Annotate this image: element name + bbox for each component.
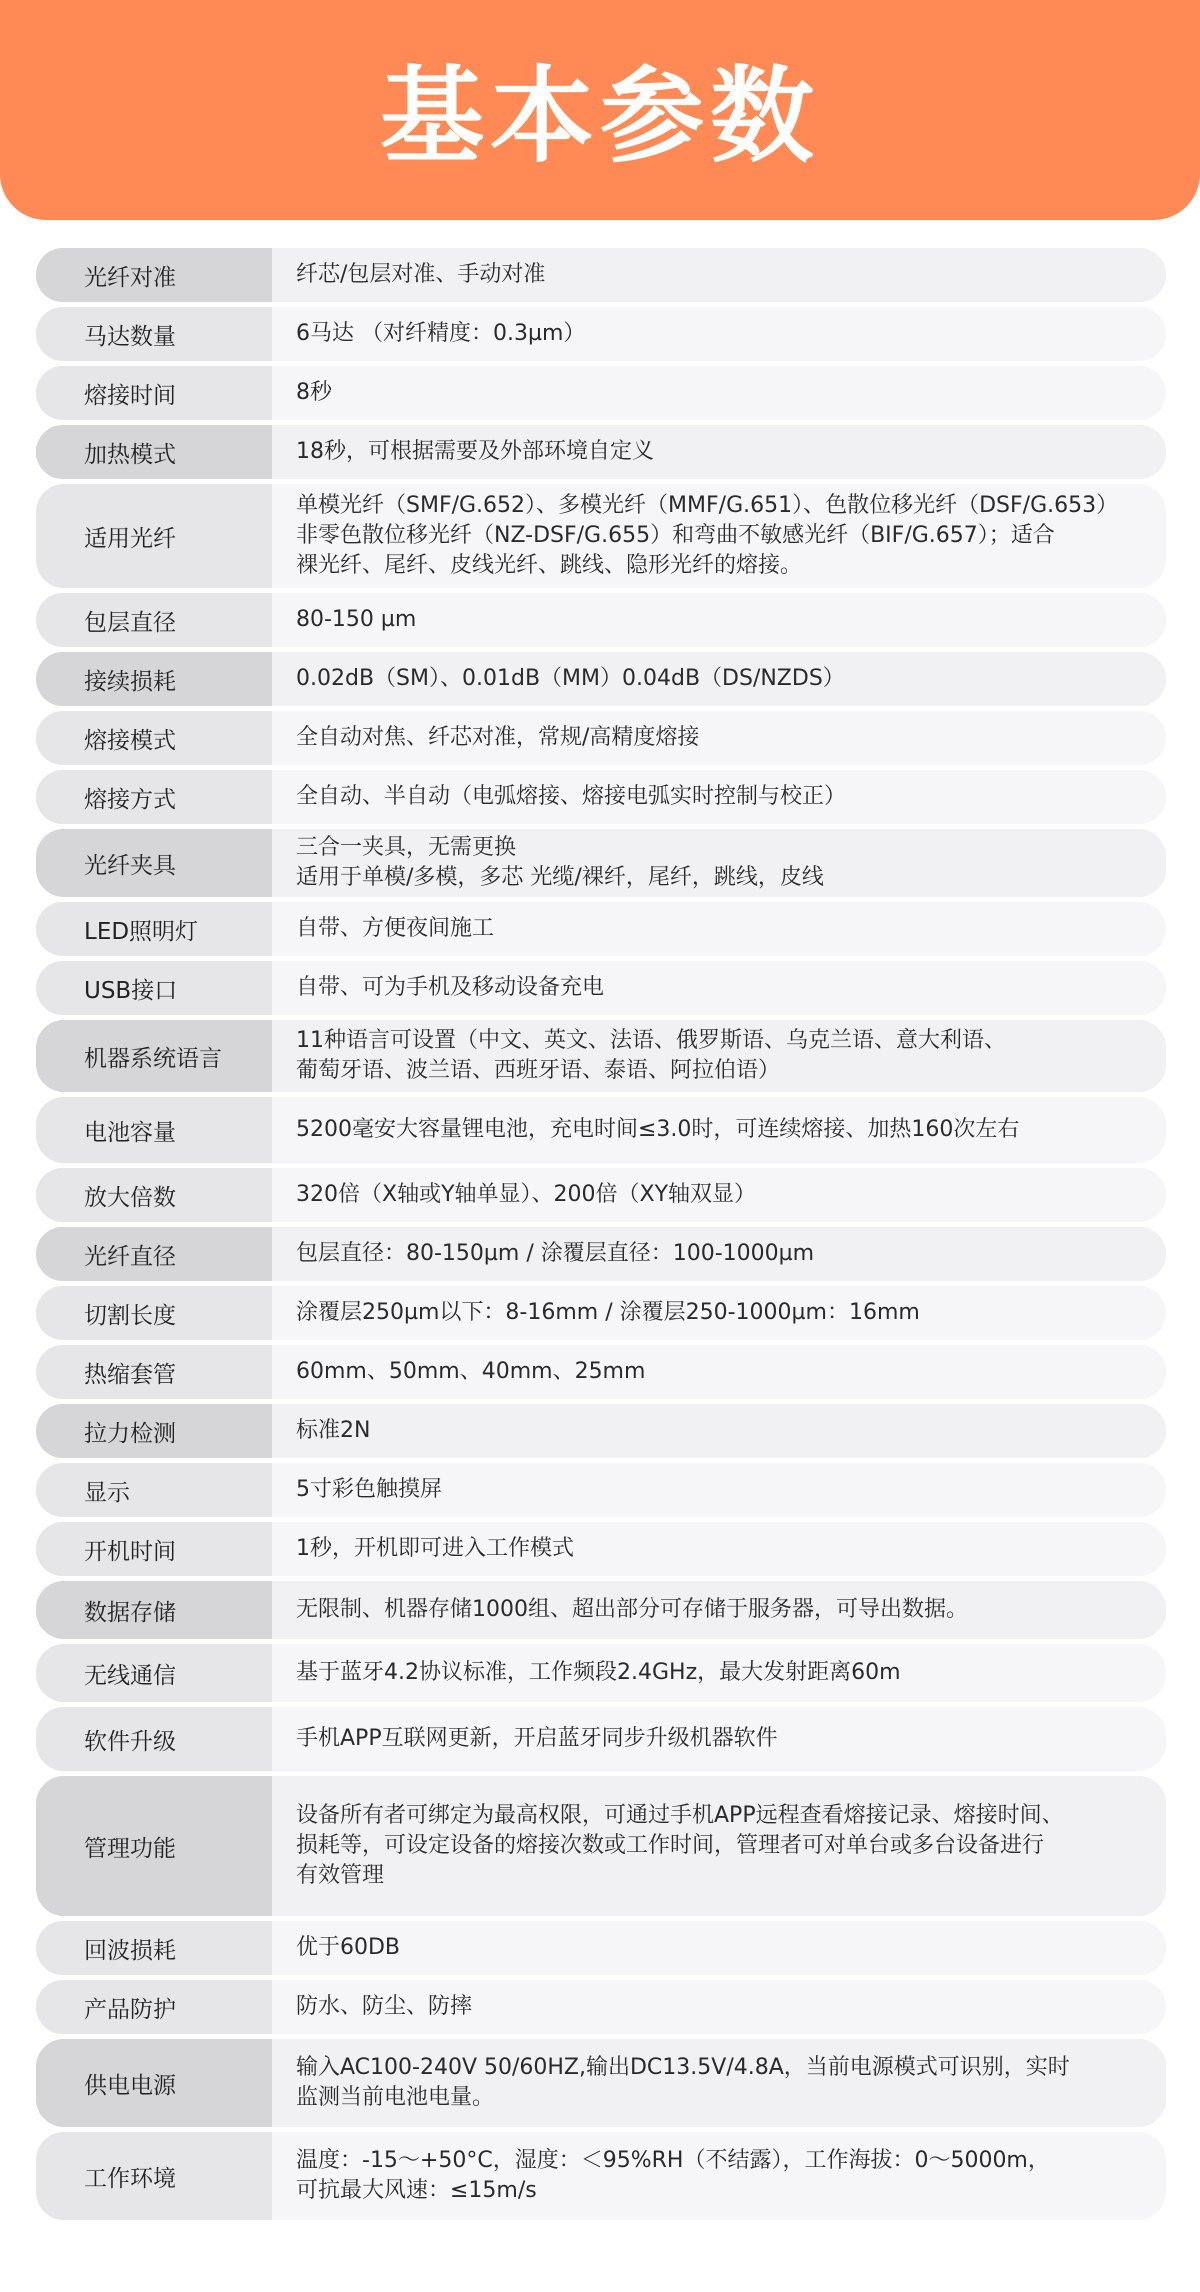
spec-value: 包层直径：80-150µm / 涂覆层直径：100-1000µm	[272, 1227, 1166, 1281]
spec-row	[36, 1097, 1166, 1163]
spec-value: 自带、方便夜间施工	[272, 902, 1166, 956]
spec-label: 适用光纤	[36, 484, 272, 588]
spec-value: 5寸彩色触摸屏	[272, 1463, 1166, 1517]
spec-label: 切割长度	[36, 1286, 272, 1340]
spec-value: 0.02dB（SM）、0.01dB（MM）0.04dB（DS/NZDS）	[272, 652, 1166, 706]
spec-row	[36, 593, 1166, 647]
spec-row	[36, 1404, 1166, 1458]
spec-value: 1秒，开机即可进入工作模式	[272, 1522, 1166, 1576]
spec-row	[36, 2039, 1166, 2127]
spec-row	[36, 366, 1166, 420]
spec-label: 放大倍数	[36, 1168, 272, 1222]
spec-value: 基于蓝牙4.2协议标准，工作频段2.4GHz，最大发射距离60m	[272, 1644, 1166, 1702]
spec-label: 电池容量	[36, 1097, 272, 1163]
spec-row	[36, 1168, 1166, 1222]
spec-row	[36, 902, 1166, 956]
spec-row	[36, 307, 1166, 361]
spec-value: 单模光纤（SMF/G.652）、多模光纤（MMF/G.651）、色散位移光纤（DSF/G.653） 非零色散位移光纤（NZ-DSF/G.655）和弯曲不敏感光纤（BIF/G.657）；适合 裸光纤、尾纤、皮线光纤、跳线、隐形光纤的熔接。	[272, 484, 1166, 588]
spec-value: 纤芯/包层对准、手动对准	[272, 248, 1166, 302]
spec-value: 涂覆层250µm以下：8-16mm / 涂覆层250-1000µm：16mm	[272, 1286, 1166, 1340]
spec-label: 无线通信	[36, 1644, 272, 1702]
spec-label: 包层直径	[36, 593, 272, 647]
spec-row	[36, 1980, 1166, 2034]
spec-row	[36, 1463, 1166, 1517]
spec-value: 三合一夹具，无需更换 适用于单模/多模，多芯 光缆/裸纤，尾纤，跳线，皮线	[272, 829, 1166, 897]
spec-label: 管理功能	[36, 1776, 272, 1916]
spec-value: 防水、防尘、防摔	[272, 1980, 1166, 2034]
spec-value: 标准2N	[272, 1404, 1166, 1458]
spec-row	[36, 1345, 1166, 1399]
spec-label: 熔接方式	[36, 770, 272, 824]
spec-row	[36, 1581, 1166, 1639]
spec-label: 熔接时间	[36, 366, 272, 420]
spec-label: 光纤直径	[36, 1227, 272, 1281]
spec-label: 光纤对准	[36, 248, 272, 302]
spec-label: 开机时间	[36, 1522, 272, 1576]
spec-row	[36, 425, 1166, 479]
spec-value: 11种语言可设置（中文、英文、法语、俄罗斯语、乌克兰语、意大利语、 葡萄牙语、波兰语、西班牙语、泰语、阿拉伯语）	[272, 1020, 1166, 1092]
spec-row	[36, 484, 1166, 588]
spec-value: 全自动对焦、纤芯对准，常规/高精度熔接	[272, 711, 1166, 765]
spec-value: 优于60DB	[272, 1921, 1166, 1975]
spec-row	[36, 1522, 1166, 1576]
spec-value: 60mm、50mm、40mm、25mm	[272, 1345, 1166, 1399]
spec-value: 8秒	[272, 366, 1166, 420]
spec-label: 加热模式	[36, 425, 272, 479]
spec-table	[36, 248, 1166, 2225]
spec-row	[36, 829, 1166, 897]
spec-value: 手机APP互联网更新，开启蓝牙同步升级机器软件	[272, 1707, 1166, 1771]
spec-row	[36, 652, 1166, 706]
spec-label: 产品防护	[36, 1980, 272, 2034]
spec-value: 全自动、半自动（电弧熔接、熔接电弧实时控制与校正）	[272, 770, 1166, 824]
spec-value: 320倍（X轴或Y轴单显）、200倍（XY轴双显）	[272, 1168, 1166, 1222]
spec-value: 18秒，可根据需要及外部环境自定义	[272, 425, 1166, 479]
spec-row	[36, 2132, 1166, 2220]
spec-label: 显示	[36, 1463, 272, 1517]
spec-row	[36, 770, 1166, 824]
spec-value: 5200毫安大容量锂电池，充电时间≤3.0时，可连续熔接、加热160次左右	[272, 1097, 1166, 1163]
spec-row	[36, 961, 1166, 1015]
spec-row	[36, 1776, 1166, 1916]
spec-label: 工作环境	[36, 2132, 272, 2220]
spec-value: 温度：-15～+50°C，湿度：＜95%RH（不结露），工作海拔：0～5000m， 可抗最大风速：≤15m/s	[272, 2132, 1166, 2220]
spec-label: 熔接模式	[36, 711, 272, 765]
spec-label: 热缩套管	[36, 1345, 272, 1399]
spec-row	[36, 1227, 1166, 1281]
spec-value: 80-150 µm	[272, 593, 1166, 647]
spec-value: 自带、可为手机及移动设备充电	[272, 961, 1166, 1015]
spec-label: USB接口	[36, 961, 272, 1015]
spec-label: 接续损耗	[36, 652, 272, 706]
spec-label: 机器系统语言	[36, 1020, 272, 1092]
spec-row	[36, 711, 1166, 765]
page-title: 基本参数	[379, 55, 820, 177]
spec-row	[36, 1020, 1166, 1092]
spec-label: 回波损耗	[36, 1921, 272, 1975]
spec-value: 输入AC100-240V 50/60HZ,输出DC13.5V/4.8A，当前电源模式可识别，实时 监测当前电池电量。	[272, 2039, 1166, 2127]
spec-row	[36, 248, 1166, 302]
spec-value: 6马达 （对纤精度：0.3µm）	[272, 307, 1166, 361]
spec-row	[36, 1921, 1166, 1975]
spec-row	[36, 1286, 1166, 1340]
spec-label: 供电电源	[36, 2039, 272, 2127]
spec-label: 拉力检测	[36, 1404, 272, 1458]
spec-value: 设备所有者可绑定为最高权限，可通过手机APP远程查看熔接记录、熔接时间、 损耗等，可设定设备的熔接次数或工作时间，管理者可对单台或多台设备进行 有效管理	[272, 1776, 1166, 1916]
spec-label: 软件升级	[36, 1707, 272, 1771]
spec-row	[36, 1644, 1166, 1702]
spec-label: 光纤夹具	[36, 829, 272, 897]
spec-label: LED照明灯	[36, 902, 272, 956]
spec-value: 无限制、机器存储1000组、超出部分可存储于服务器，可导出数据。	[272, 1581, 1166, 1639]
spec-row	[36, 1707, 1166, 1771]
spec-label: 数据存储	[36, 1581, 272, 1639]
page-header	[0, 0, 1200, 220]
spec-label: 马达数量	[36, 307, 272, 361]
